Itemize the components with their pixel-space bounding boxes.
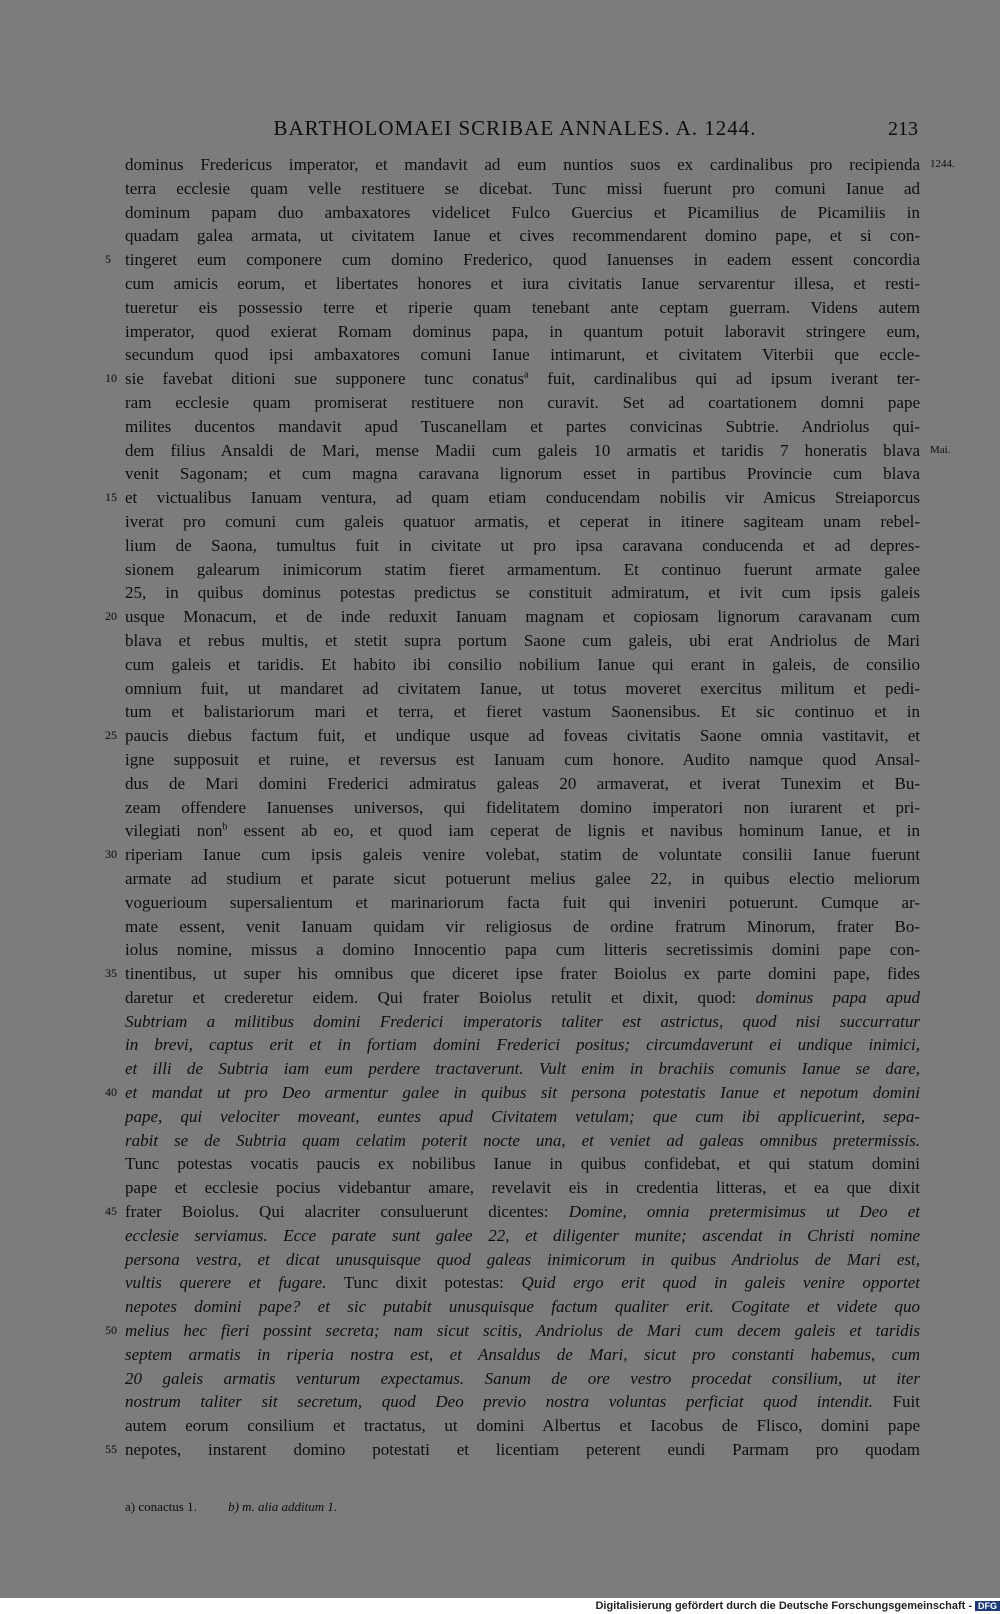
funding-credit — [595, 1600, 1000, 1614]
text-line: dominum papam duo ambaxatores videlicet Fulco Guercius et Picamilius de Picamiliis in — [125, 202, 920, 222]
text-line: ram ecclesie quam promiserat restituere non curavit. Set ad coartationem domni pape — [125, 392, 920, 412]
dfg-logo: DFG — [975, 1601, 1000, 1611]
page-number: 213 — [888, 118, 918, 140]
text-line: terra ecclesie quam velle restituere se dicebat. Tunc missi fuerunt pro comuni Ianue ad — [125, 178, 920, 198]
text-line: 15 et victualibus Ianuam ventura, ad quam etiam conducendam nobilis vir Amicus Streiaporcus — [125, 486, 920, 510]
text-line: zeam offendere Ianuenses universos, qui fidelitatem domino imperatori non iurarent et pri- — [125, 797, 920, 817]
margin-note-year: 1244. — [930, 158, 955, 170]
text-line: 30 riperiam Ianue cum ipsis galeis venire volebat, statim de voluntate consilii Ianue fuerunt — [125, 843, 920, 867]
margin-note-month: Mai. — [930, 443, 951, 456]
line-number: 10 — [105, 371, 117, 386]
text-line: venit Sagonam; et cum magna caravana lignorum esset in partibus Provincie cum blava — [125, 464, 920, 484]
text-line: persona vestra, et dicat unusquisque quod galeas inimicorum in quibus Andriolus de Mari est, — [125, 1249, 920, 1269]
text-line: voguerioum supersalientum et marinariorum facta fuit qui inveniri potuerunt. Cumque ar- — [125, 892, 920, 912]
text-line: cum galeis et taridis. Et habito ibi consilio nobilium Ianue qui erant in galeis, de consilio — [125, 654, 920, 674]
line-number: 20 — [105, 609, 117, 624]
footnote-mark: a — [524, 369, 529, 381]
text-line: imperator, quod exierat Romam dominus papa, in quantum potuit laboravit stringere eum, — [125, 321, 920, 341]
text-line: lium de Saona, tumultus fuit in civitate ut pro ipsa caravana conducenda et ad depres- — [125, 535, 920, 555]
text-line: 20 usque Monacum, et de inde reduxit Ianuam magnam et copiosam lignorum caravanam cum — [125, 605, 920, 629]
text-line: 50 melius hec fieri possint secreta; nam sicut scitis, Andriolus de Mari cum decem galeis et taridis — [125, 1319, 920, 1343]
text-line: nepotes domini pape? et sic putabit unusquisque factum qualiter erit. Cogitate et videte quo — [125, 1297, 920, 1317]
footnote-b: b) m. alia additum 1. — [228, 1499, 338, 1514]
body-text — [105, 153, 955, 1462]
text-line: dem filius Ansaldi de Mari, mense Madii cum galeis 10 armatis et taridis 7 honeratis blava Mai. — [125, 439, 920, 463]
text-line: armate ad studium et parate sicut potuerunt melius galee 22, in quibus electio meliorum — [125, 868, 920, 888]
credit-text: Digitalisierung gefördert durch die Deutsche Forschungsgemeinschaft - — [595, 1600, 972, 1612]
line-number: 55 — [105, 1442, 117, 1457]
text-line: igne supposuit et ruine, et reversus est Ianuam cum honore. Audito namque quod Ansal- — [125, 749, 920, 769]
line-number: 40 — [105, 1085, 117, 1100]
text-line: daretur et crederetur eidem. Qui frater Boiolus retulit et dixit, quod: dominus papa apud — [125, 987, 920, 1007]
text-line: mate essent, venit Ianuam quidam vir religiosus de ordine fratrum Minorum, frater Bo- — [125, 916, 920, 936]
text-line: ecclesie serviamus. Ecce parate sunt galee 22, et diligenter munite; ascendat in Christi nomine — [125, 1225, 920, 1245]
text-line: vilegiati non$^b$ essent ab eo, et quod iam ceperat de lignis et navibus hominum Ianue, et in — [125, 821, 920, 841]
text-line: 35 tinentibus, ut super his omnibus que diceret ipse frater Boiolus ex parte domini pape, fides — [125, 962, 920, 986]
footnotes — [125, 1499, 365, 1515]
text-line: autem eorum consilium et tractatus, ut domini Albertus et Iacobus de Flisco, domini pape — [125, 1416, 920, 1436]
text-line: tum et balistariorum mari et terra, et fieret vastum Saonensibus. Et sic continuo et in — [125, 702, 920, 722]
footnote-a: a) conactus 1. — [125, 1499, 197, 1514]
running-title: BARTHOLOMAEI SCRIBAE ANNALES. A. 1244. — [273, 116, 757, 140]
line-number: 45 — [105, 1204, 117, 1219]
text-line: nostrum taliter sit secretum, quod Deo previo nostra voluntas perficiat quod intendit. Fuit — [125, 1392, 920, 1412]
footnote-mark: b — [222, 821, 228, 833]
text-line: iolus nomine, missus a domino Innocentio papa cum litteris secretissimis domini pape con- — [125, 940, 920, 960]
text-line: 20 galeis armatis venturum expectamus. Sanum de ore vestro procedat consilium, ut iter — [125, 1368, 920, 1388]
text-line: tueretur eis possessio terre et riperie quam tenebant ante ceptam guerram. Videns autem — [125, 297, 920, 317]
text-line: 25 paucis diebus factum fuit, et undique usque ad foveas civitatis Saone omnia vastitavit, et — [125, 724, 920, 748]
text-line: sionem galearum inimicorum statim fieret armamentum. Et continuo fuerunt armate galee — [125, 559, 920, 579]
line-number: 35 — [105, 966, 117, 981]
line-number: 15 — [105, 490, 117, 505]
text-line: 55 nepotes, instarent domino potestati et licentiam peterent eundi Parmam pro quodam — [125, 1438, 920, 1462]
text-line: in brevi, captus erit et in fortiam domini Frederici positus; circumdaverunt ei undique inimici, — [125, 1035, 920, 1055]
text-line: pape et ecclesie pocius videbantur amare, revelavit eis in credentia litteras, et ea que dixit — [125, 1178, 920, 1198]
text-line: cum amicis eorum, et libertates honores et iura civitatis Ianue servarentur illesa, et resti- — [125, 273, 920, 293]
text-line: 25, in quibus dominus potestas predictus se constituit admiratum, et ivit cum ipsis galeis — [125, 583, 920, 603]
text-line: blava et rebus multis, et stetit supra portum Saone cum galeis, ubi erat Andriolus de Mari — [125, 630, 920, 650]
text-line: secundum quod ipsi ambaxatores comuni Ianue intimarunt, et civitatem Viterbii que eccle- — [125, 345, 920, 365]
text-line: quadam galea armata, ut civitatem Ianue et cives recommendarent domino pape, et si con- — [125, 226, 920, 246]
text-line: 5 tingeret eum componere cum domino Frederico, quod Ianuenses in eadem essent concordia — [125, 248, 920, 272]
text-line: omnium fuit, ut mandaret ad civitatem Ianue, ut totus moveret exercitus militum et pedi- — [125, 678, 920, 698]
text-line: vultis querere et fugare. Tunc dixit potestas: Quid ergo erit quod in galeis venire opportet — [125, 1273, 921, 1293]
text-line: milites ducentos mandavit apud Tuscanellam et partes convicinas Subtrie. Andriolus qui- — [125, 416, 920, 436]
text-line: dus de Mari domini Frederici admiratus galeas 20 armaverat, et iverat Tunexim et Bu- — [125, 773, 920, 793]
line-number: 5 — [105, 252, 111, 267]
text-line: 45 frater Boiolus. Qui alacriter consuluerunt dicentes: Domine, omnia pretermisimus ut Deo et — [125, 1200, 920, 1224]
line-number: 50 — [105, 1323, 117, 1338]
page-header — [0, 114, 1000, 144]
text-line: et illi de Subtria iam eum perdere tractaverunt. Vult enim in brachiis comunis Ianue se dare, — [125, 1059, 920, 1079]
text-line: 40 et mandat ut pro Deo armentur galee in quibus sit persona potestatis Ianue et nepotum domini — [125, 1081, 920, 1105]
text-line: iverat pro comuni cum galeis quatuor armatis, et ceperat in itinere sagiteam unam rebel- — [125, 511, 920, 531]
text-line: pape, qui velociter moveant, euntes apud Civitatem vetulam; que cum ibi applicuerint, sepa- — [125, 1106, 920, 1126]
text-line: Tunc potestas vocatis paucis ex nobilibus Ianue in quibus confidebat, et qui statum domini — [125, 1154, 920, 1174]
text-line: septem armatis in riperia nostra est, et Ansaldus de Mari, sicut pro constanti habemus, cum — [125, 1344, 920, 1364]
text-line: 10 sie favebat ditioni sue supponere tunc conatus$^a$ fuit, cardinalibus qui ad ipsum iverant ter- — [125, 367, 920, 391]
text-line: Subtriam a militibus domini Frederici imperatoris taliter est astrictus, quod nisi succurratur — [125, 1011, 920, 1031]
line-number: 30 — [105, 847, 117, 862]
text-line: rabit se de Subtria quam celatim poterit nocte una, et veniet ad galeas omnibus pretermissis. — [125, 1130, 920, 1150]
line-number: 25 — [105, 728, 117, 743]
text-line: dominus Fredericus imperator, et mandavit ad eum nuntios suos ex cardinalibus pro recipienda 1244. — [125, 153, 920, 177]
